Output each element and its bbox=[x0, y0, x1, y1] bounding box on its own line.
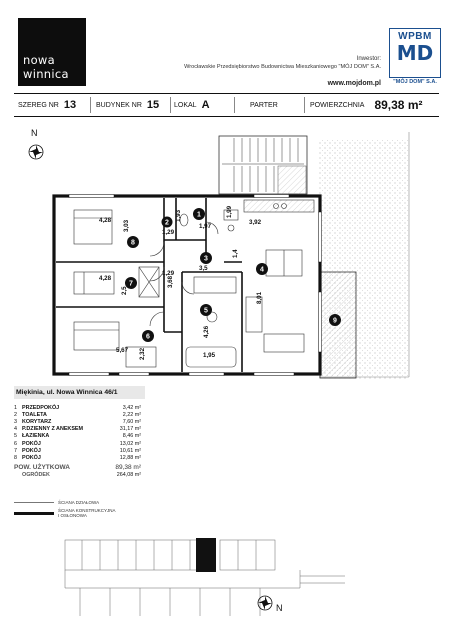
room-marker bbox=[329, 314, 341, 326]
thick-wall-swatch bbox=[14, 512, 54, 515]
room-marker bbox=[200, 304, 212, 316]
room-num: 2 bbox=[14, 411, 17, 418]
current-unit-highlight bbox=[196, 538, 216, 572]
dim: 1,29 bbox=[162, 229, 175, 236]
floor-label: PARTER bbox=[250, 101, 278, 109]
floor-cell bbox=[250, 94, 278, 116]
room-area: 10,61 m² bbox=[119, 447, 141, 454]
dim: 4,28 bbox=[99, 275, 112, 282]
room-number: 4 bbox=[260, 266, 264, 274]
dim: 3,92 bbox=[249, 219, 262, 226]
furniture bbox=[74, 200, 314, 367]
room-number: 2 bbox=[165, 219, 169, 227]
info-bar bbox=[14, 93, 439, 117]
room-row bbox=[14, 418, 141, 425]
logo-line2: winnica bbox=[23, 67, 69, 81]
room-row bbox=[14, 426, 141, 433]
area-label: POWIERZCHNIA bbox=[310, 101, 365, 109]
wpbm-mark: MD bbox=[396, 41, 434, 65]
room-marker bbox=[256, 263, 268, 275]
divider bbox=[170, 97, 171, 113]
lokal-value: A bbox=[201, 99, 210, 111]
garden-row bbox=[14, 472, 141, 479]
room-name: ŁAZIENKA bbox=[22, 433, 50, 440]
room-area: 7,60 m² bbox=[122, 418, 141, 425]
usable-area-value: 89,38 m² bbox=[115, 463, 141, 471]
dim: 2,5 bbox=[121, 286, 128, 295]
keymap-compass-icon bbox=[258, 596, 272, 610]
usable-area-row bbox=[14, 464, 141, 471]
room-area: 8,46 m² bbox=[122, 433, 141, 440]
wpbm-logo bbox=[389, 28, 441, 78]
room-marker bbox=[162, 217, 173, 228]
room-marker bbox=[142, 330, 154, 342]
floor-plan bbox=[14, 122, 439, 380]
room-area: 3,42 m² bbox=[122, 404, 141, 411]
dim: 4,28 bbox=[99, 217, 112, 224]
area-cell bbox=[310, 94, 422, 116]
dim: 1,99 bbox=[226, 205, 233, 218]
room-markers bbox=[125, 208, 341, 342]
dim: 3,03 bbox=[123, 219, 130, 232]
room-num: 5 bbox=[14, 433, 17, 440]
room-num: 4 bbox=[14, 426, 17, 433]
lokal-label: LOKAL bbox=[174, 101, 197, 109]
entrance-stairs bbox=[219, 136, 307, 194]
divider bbox=[234, 97, 235, 113]
room-name: TOALETA bbox=[22, 411, 47, 418]
budynek-label: BUDYNEK NR bbox=[96, 101, 142, 109]
room-area: 13,02 m² bbox=[119, 440, 141, 447]
room-name: PRZEDPOKÓJ bbox=[22, 404, 60, 411]
budynek-value: 15 bbox=[146, 99, 160, 111]
legend-thick-label-2: I OSŁONOWA bbox=[58, 513, 87, 518]
szereg-value: 13 bbox=[63, 99, 77, 111]
szereg-label: SZEREG NR bbox=[18, 101, 59, 109]
dim: 3,68 bbox=[167, 275, 174, 288]
room-name: POKÓJ bbox=[22, 454, 41, 461]
room-num: 7 bbox=[14, 447, 17, 454]
dim: 1,4 bbox=[232, 249, 239, 258]
divider bbox=[304, 97, 305, 113]
room-row bbox=[14, 447, 141, 454]
room-marker bbox=[193, 208, 205, 220]
lokal-cell bbox=[174, 94, 210, 116]
dim: 5,67 bbox=[116, 347, 129, 354]
room-name: KORYTARZ bbox=[22, 418, 52, 425]
dim: 2,32 bbox=[139, 347, 146, 360]
room-number: 7 bbox=[129, 280, 133, 288]
room-number: 8 bbox=[131, 239, 135, 247]
address: Miękinia, ul. Nowa Winnica 46/1 bbox=[14, 386, 145, 399]
room-area: 31,17 m² bbox=[119, 426, 141, 433]
dim: 1,29 bbox=[162, 270, 175, 277]
room-number: 3 bbox=[204, 255, 208, 263]
nowa-winnica-logo bbox=[18, 18, 86, 86]
room-num: 1 bbox=[14, 404, 17, 411]
investor-url[interactable]: www.mojdom.pl bbox=[327, 80, 381, 87]
investor-name: Wrocławskie Przedsiębiorstwo Budownictwa Mieszkaniowego "MÓJ DOM" S.A. bbox=[184, 64, 381, 70]
dim: 4,26 bbox=[203, 325, 210, 338]
divider bbox=[90, 97, 91, 113]
dimension-labels bbox=[99, 205, 263, 360]
legend-thin-label: ŚCIANA DZIAŁOWA bbox=[58, 500, 100, 505]
room-name: P.DZIENNY Z ANEKSEM bbox=[22, 426, 84, 433]
garden-label: OGRÓDEK bbox=[22, 472, 50, 479]
room-row bbox=[14, 411, 141, 418]
room-number: 1 bbox=[197, 211, 201, 219]
room-number: 9 bbox=[333, 317, 337, 325]
room-name: POKÓJ bbox=[22, 440, 41, 447]
room-num: 6 bbox=[14, 440, 17, 447]
usable-area-label: POW. UŻYTKOWA bbox=[14, 463, 70, 471]
dim: 3,5 bbox=[199, 265, 208, 272]
room-num: 3 bbox=[14, 418, 17, 425]
legend bbox=[14, 500, 116, 521]
outer-walls bbox=[54, 196, 320, 374]
room-row bbox=[14, 440, 141, 447]
area-value: 89,38 m² bbox=[374, 98, 423, 112]
budynek-cell bbox=[96, 94, 159, 116]
room-num: 8 bbox=[14, 454, 17, 461]
rooms-list bbox=[14, 404, 141, 479]
wpbm-top: WPBM bbox=[398, 31, 432, 42]
room-number: 6 bbox=[146, 333, 150, 341]
logo-line1: nowa bbox=[23, 53, 55, 67]
investor-block bbox=[184, 55, 381, 71]
szereg-cell bbox=[18, 94, 76, 116]
dim: 1,97 bbox=[199, 223, 212, 230]
garden-value: 264,08 m² bbox=[116, 472, 141, 479]
north-label: N bbox=[31, 128, 38, 138]
legend-thick-label: ŚCIANA KONSTRUKCYJNA bbox=[58, 508, 116, 513]
room-area: 12,88 m² bbox=[119, 454, 141, 461]
keymap-north-label: N bbox=[276, 603, 283, 613]
key-site-plan bbox=[60, 528, 345, 628]
room-name: POKÓJ bbox=[22, 447, 41, 454]
dim: 1,95 bbox=[203, 352, 216, 359]
room-marker bbox=[200, 252, 212, 264]
dim: 8,01 bbox=[256, 291, 263, 304]
thin-wall-swatch bbox=[14, 502, 54, 503]
room-row bbox=[14, 404, 141, 411]
dim: 1,93 bbox=[175, 209, 182, 222]
investor-label: Inwestor: bbox=[356, 56, 381, 62]
legend-thick-wall bbox=[14, 508, 116, 518]
north-compass-icon bbox=[29, 145, 43, 159]
room-number: 5 bbox=[204, 307, 208, 315]
wpbm-sub: "MÓJ DOM" S.A. bbox=[393, 79, 437, 85]
room-row bbox=[14, 433, 141, 440]
room-row bbox=[14, 454, 141, 461]
room-marker bbox=[127, 236, 139, 248]
legend-thin-wall bbox=[14, 500, 116, 505]
room-area: 2,22 m² bbox=[122, 411, 141, 418]
